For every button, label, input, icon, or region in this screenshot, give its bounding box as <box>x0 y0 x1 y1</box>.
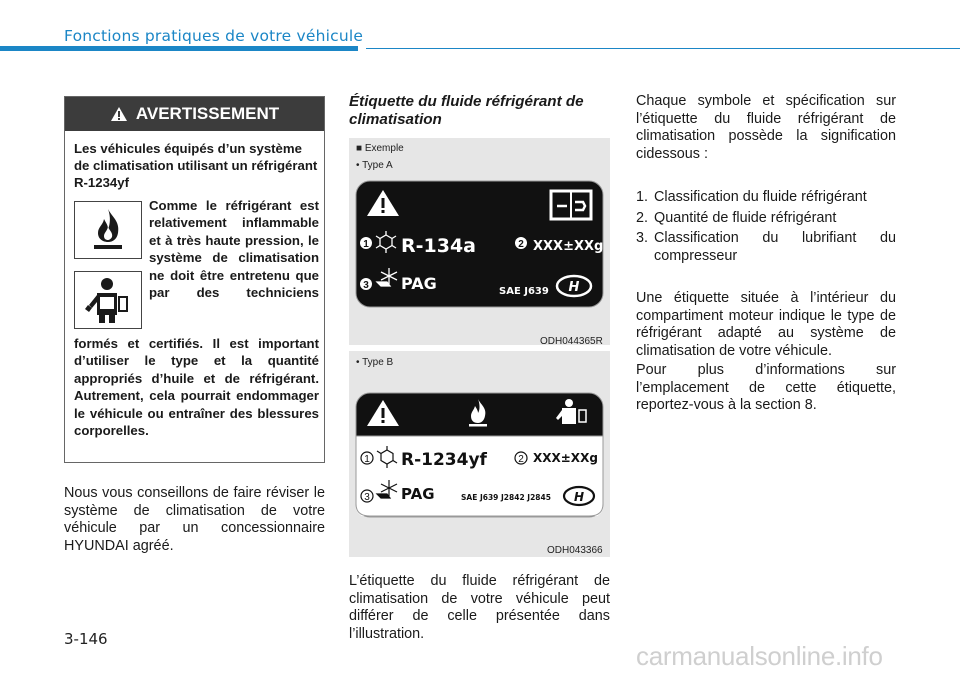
warning-text-right: Comme le réfrigérant est relativement inflammable et à très haute pression, le système de climatisation ne doit être entretenu que par des techniciens <box>149 198 319 301</box>
svg-text:2: 2 <box>518 454 524 465</box>
warning-triangle-icon <box>110 106 128 122</box>
list-item: 1. Classification du fluide réfrigérant <box>636 189 867 205</box>
label-location-paragraph: Une étiquette située à l’intérieur du compartiment moteur indique le type de réfrigérant adapté au système de climatisation de votre véhicule. <box>636 290 896 359</box>
label-difference-paragraph: L’étiquette du fluide réfrigérant de climatisation de votre véhicule peut différer de celle présentée dans l’illustration. <box>349 573 610 642</box>
warning-header <box>65 97 324 131</box>
marker-2: 2 <box>518 239 524 250</box>
technician-manual-icon <box>74 271 142 329</box>
svg-text:H: H <box>568 280 580 295</box>
header-line <box>366 48 960 49</box>
svg-text:1: 1 <box>364 454 370 465</box>
svg-text:3: 3 <box>364 492 370 503</box>
quantity-a: XXX±XXg <box>533 239 604 254</box>
figure-code-a: ODH044365R <box>540 336 603 347</box>
standard-a: SAE J639 <box>499 286 549 297</box>
warning-box <box>64 96 325 463</box>
list-item: 3. Classification du lubrifiant du compresseur <box>636 230 896 264</box>
refrigerant-type-a: R-134a <box>401 235 476 257</box>
example-label: ■ Exemple <box>356 143 404 154</box>
svg-text:H: H <box>573 490 585 504</box>
section-reference-paragraph: Pour plus d’informations sur l’emplacement de cette étiquette, reportez-vous à la section 8. <box>636 362 896 414</box>
lubricant-a: PAG <box>401 274 437 293</box>
warning-text-full: formés et certifiés. Il est important d’utiliser le type et la quantité appropriés d’huile et de réfrigérant. Autrement, cela pourrait endommager le véhicule ou entraîner des blessures corporelles. <box>74 336 319 439</box>
section-title: Fonctions pratiques de votre véhicule <box>64 27 364 45</box>
refrigerant-label-heading: Étiquette du fluide réfrigérant de climatisation <box>349 93 584 128</box>
symbol-meaning-intro: Chaque symbole et spécification sur l’étiquette du fluide réfrigérant de climatisation possède la signification cidessous : <box>636 93 896 162</box>
refrigerant-type-b: R-1234yf <box>401 450 487 470</box>
warning-subtitle: Les véhicules équipés d’un système de climatisation utilisant un réfrigérant R-1234yf <box>74 141 318 190</box>
watermark: carmanualsonline.info <box>636 641 883 671</box>
dealer-advice-paragraph: Nous vous conseillons de faire réviser le système de climatisation de votre véhicule par un concessionnaire HYUNDAI agréé. <box>64 485 325 554</box>
refrigerant-label-a <box>355 180 604 308</box>
refrigerant-label-b <box>355 392 604 518</box>
type-a-label: • Type A <box>356 160 393 171</box>
symbol-list <box>636 189 896 268</box>
marker-3: 3 <box>363 280 369 291</box>
warning-title: AVERTISSEMENT <box>135 104 280 123</box>
standard-b: SAE J639 J2842 J2845 <box>461 493 551 502</box>
type-b-label: • Type B <box>356 357 394 368</box>
marker-1: 1 <box>363 239 369 250</box>
list-item: 2. Quantité de fluide réfrigérant <box>636 209 837 226</box>
quantity-b: XXX±XXg <box>533 451 598 465</box>
figure-code-b: ODH043366 <box>547 545 603 556</box>
flammable-icon <box>74 201 142 259</box>
lubricant-b: PAG <box>401 485 435 503</box>
page-number: 3-146 <box>64 630 108 648</box>
header-bar <box>0 46 358 51</box>
